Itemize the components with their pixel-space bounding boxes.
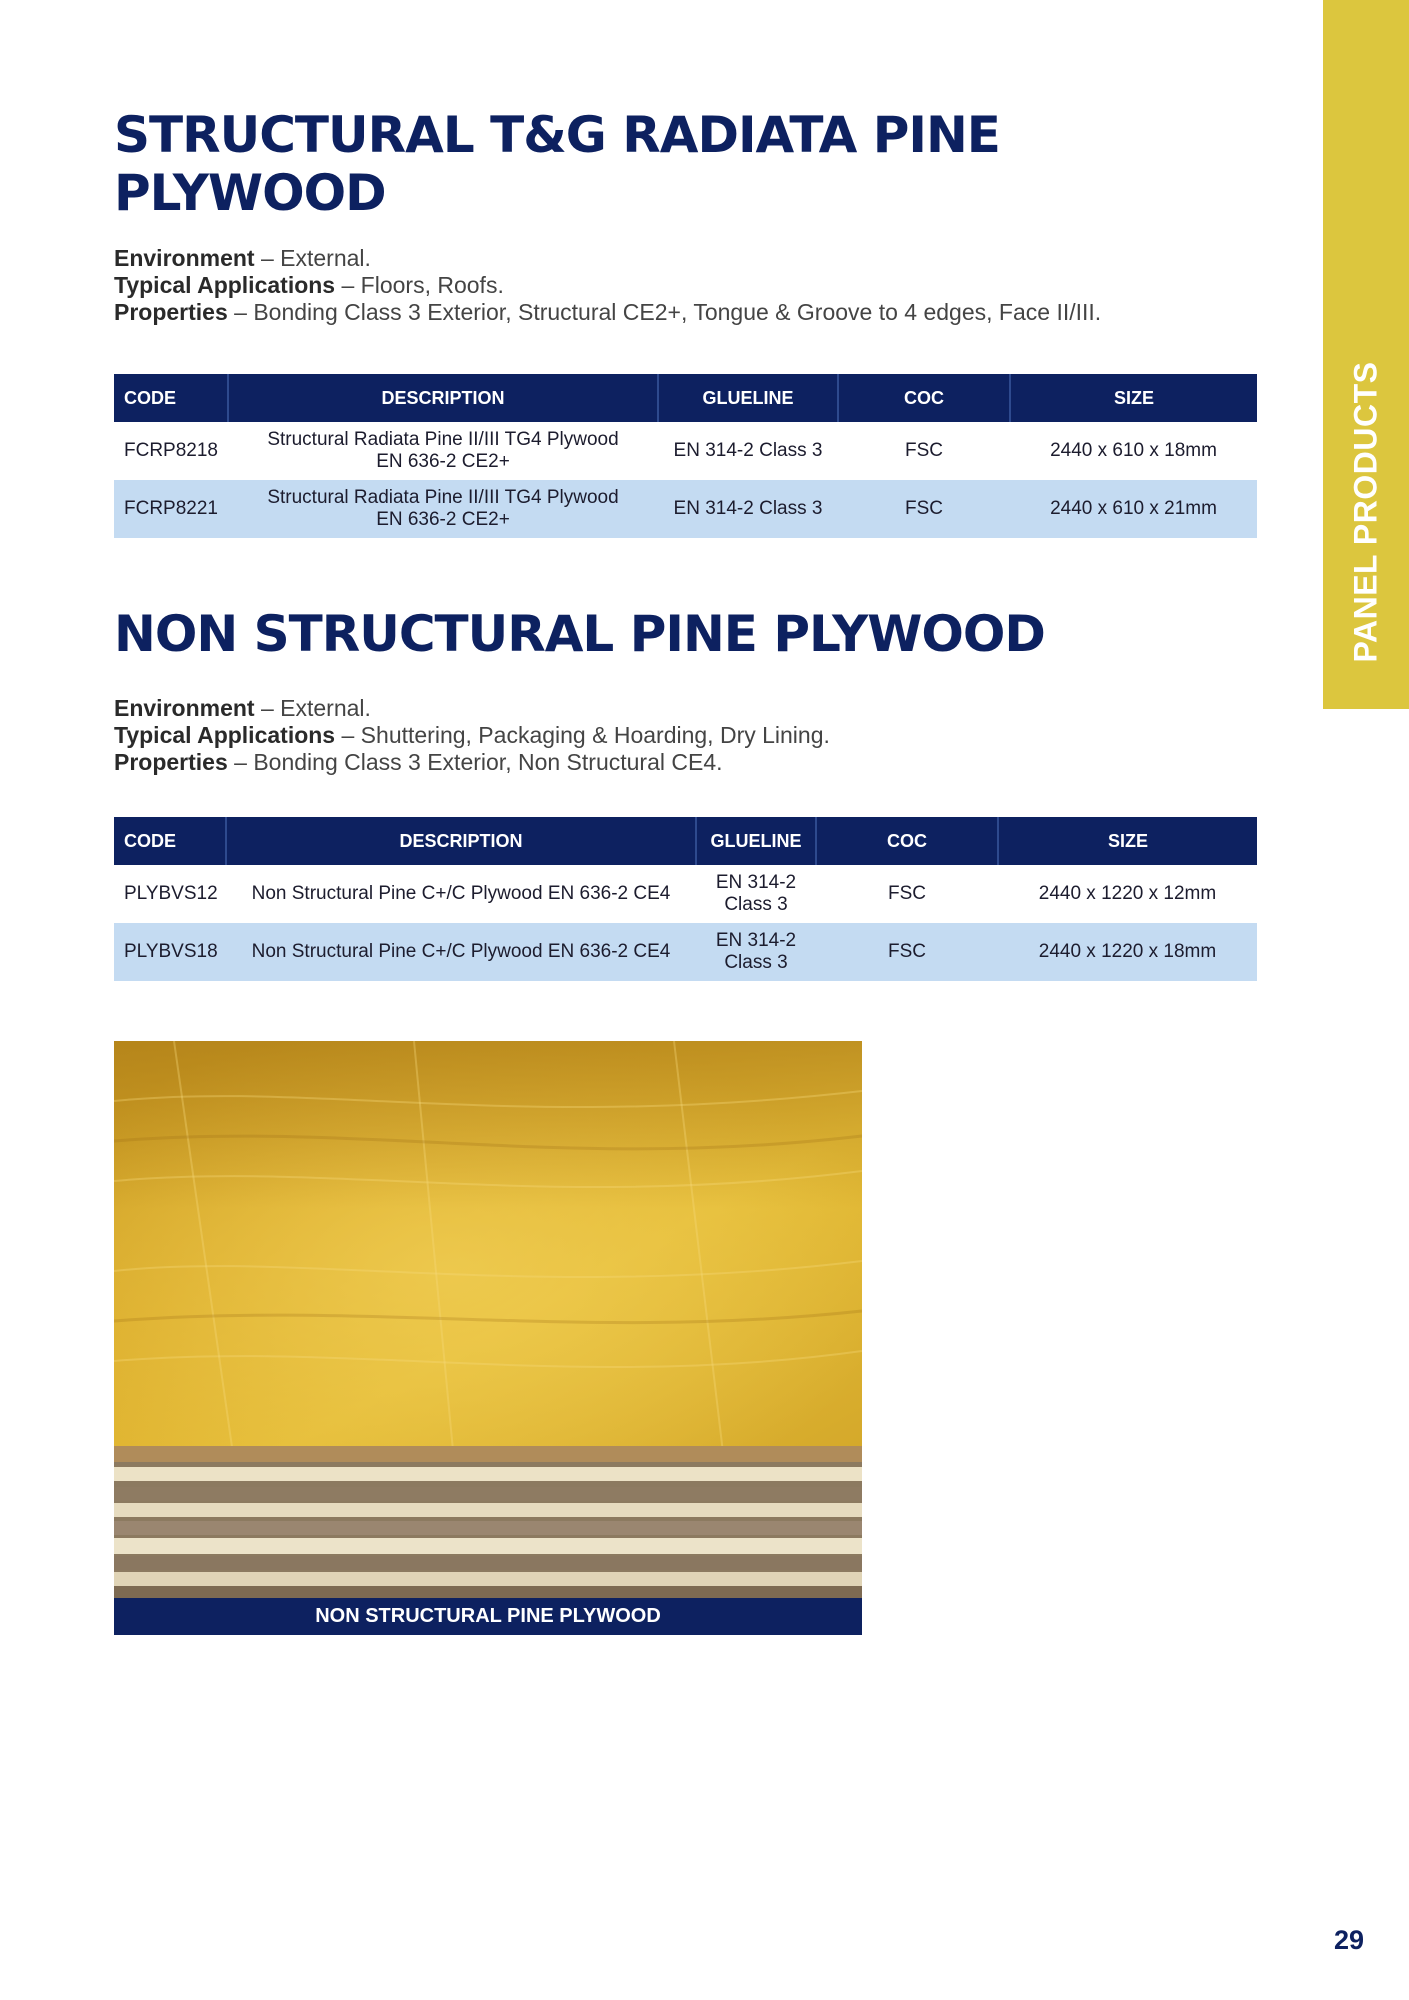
cell-code: PLYBVS12	[124, 883, 218, 904]
section-1-title-line1: STRUCTURAL T&G RADIATA PINE	[114, 106, 1000, 164]
cell-coc: FSC	[816, 923, 998, 981]
col-header-size: SIZE	[1010, 374, 1257, 422]
section-1-table	[114, 374, 1257, 538]
cell-size: 2440 x 1220 x 12mm	[1038, 883, 1217, 904]
cell-glueline: EN 314-2 Class 3	[696, 923, 816, 981]
page-number: 29	[1333, 1925, 1364, 1955]
cell-description: Non Structural Pine C+/C Plywood EN 636-2 CE4	[251, 883, 671, 904]
cell-description: Structural Radiata Pine II/III TG4 Plywood EN 636-2 CE2+	[228, 480, 658, 538]
col-header-code: CODE	[114, 374, 228, 422]
cell-code: FCRP8218	[124, 440, 218, 461]
spec-properties: Properties – Bonding Class 3 Exterior, Non Structural CE4.	[114, 749, 723, 775]
cell-coc: FSC	[888, 883, 926, 904]
col-header-description: DESCRIPTION	[228, 374, 658, 422]
plywood-photo	[114, 1041, 862, 1635]
table-row	[114, 422, 1257, 480]
cell-code: PLYBVS18	[114, 923, 226, 981]
cell-glueline: EN 314-2 Class 3	[673, 440, 823, 461]
spec-environment: Environment – External.	[114, 245, 371, 271]
col-header-coc: COC	[816, 817, 998, 865]
section-1-specs	[114, 245, 1294, 326]
cell-glueline: EN 314-2 Class 3	[715, 872, 797, 915]
cell-size: 2440 x 1220 x 18mm	[998, 923, 1257, 981]
cell-size: 2440 x 610 x 21mm	[1010, 480, 1257, 538]
col-header-description: DESCRIPTION	[226, 817, 696, 865]
section-2-specs	[114, 695, 1294, 776]
spec-applications: Typical Applications – Floors, Roofs.	[114, 272, 504, 298]
table-header-row	[114, 817, 1257, 865]
col-header-size: SIZE	[998, 817, 1257, 865]
cell-description: Non Structural Pine C+/C Plywood EN 636-2 CE4	[226, 923, 696, 981]
section-1-title	[114, 106, 1234, 222]
table-row	[114, 865, 1257, 923]
table-header-row	[114, 374, 1257, 422]
cell-description: Structural Radiata Pine II/III TG4 Plywood EN 636-2 CE2+	[267, 429, 619, 472]
side-tab-label: PANEL PRODUCTS	[1347, 361, 1384, 663]
cell-glueline: EN 314-2 Class 3	[658, 480, 838, 538]
cell-code: FCRP8221	[114, 480, 228, 538]
plywood-image	[114, 1041, 862, 1635]
cell-coc: FSC	[905, 440, 943, 461]
cell-coc: FSC	[838, 480, 1010, 538]
col-header-glueline: GLUELINE	[658, 374, 838, 422]
col-header-glueline: GLUELINE	[696, 817, 816, 865]
section-2-table	[114, 817, 1257, 981]
spec-environment: Environment – External.	[114, 695, 371, 721]
photo-caption: NON STRUCTURAL PINE PLYWOOD	[114, 1598, 862, 1635]
spec-applications: Typical Applications – Shuttering, Packaging & Hoarding, Dry Lining.	[114, 722, 830, 748]
section-2-title	[114, 605, 1234, 663]
table-row	[114, 923, 1257, 981]
section-2-title-line1: NON STRUCTURAL PINE PLYWOOD	[114, 605, 1045, 663]
section-1-title-line2: PLYWOOD	[114, 164, 386, 222]
col-header-code: CODE	[114, 817, 226, 865]
table-row	[114, 480, 1257, 538]
col-header-coc: COC	[838, 374, 1010, 422]
spec-properties: Properties – Bonding Class 3 Exterior, Structural CE2+, Tongue & Groove to 4 edges, Face II/III.	[114, 299, 1102, 325]
cell-size: 2440 x 610 x 18mm	[1050, 440, 1217, 461]
